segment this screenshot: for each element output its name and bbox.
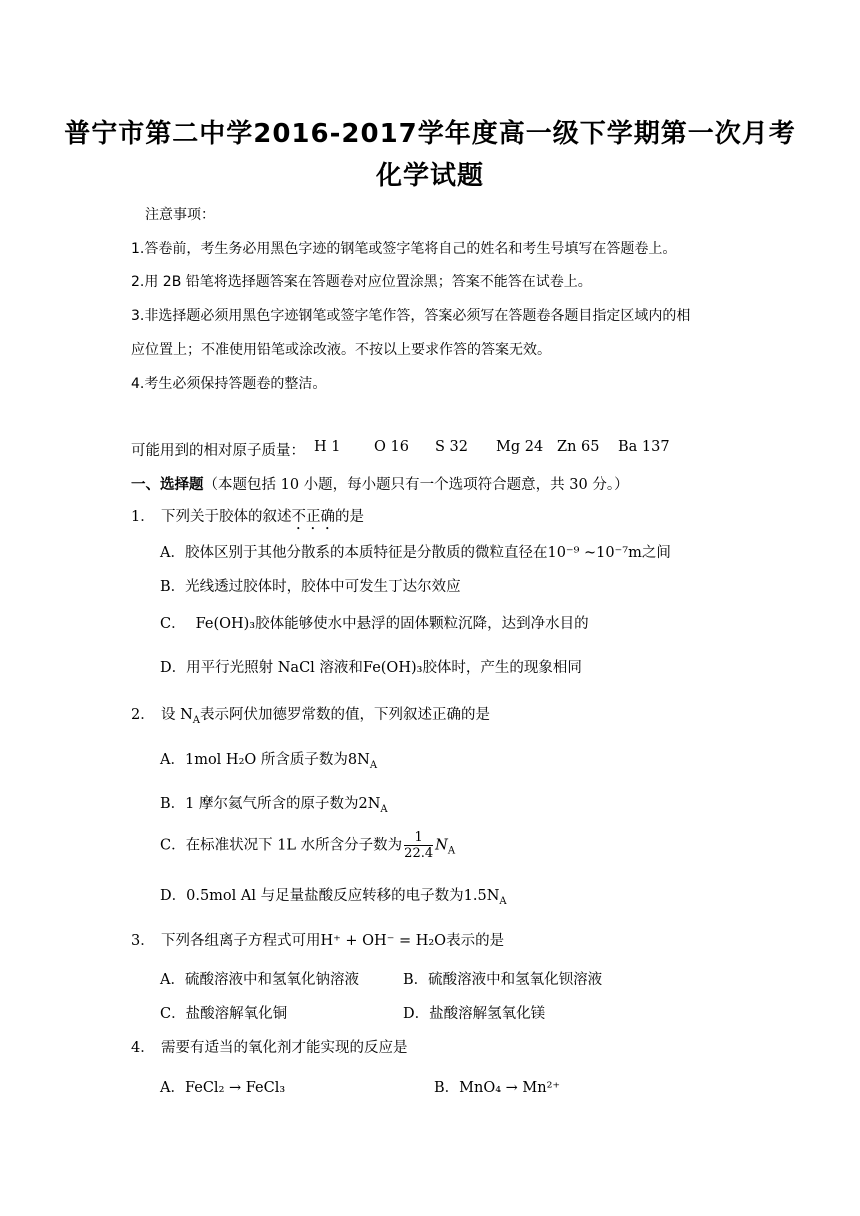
notice-item-4: 4.考生必须保持答题卷的整洁。: [131, 376, 327, 392]
q2-b-text: B．1 摩尔氦气所含的原子数为: [160, 796, 359, 812]
q2-d-value: 1.5N: [463, 888, 500, 904]
q1-a-post: 之间: [641, 545, 671, 561]
section-1-heading: [131, 473, 629, 494]
q3-option-b: B．硫酸溶液中和氢氧化钡溶液: [403, 972, 603, 988]
notice-item-3b: 应位置上；不准使用铅笔或涂改液。不按以上要求作答的答案无效。: [131, 342, 551, 358]
notice-item-1: 1.答卷前，考生务必用黑色字迹的钢笔或签字笔将自己的姓名和考生号填写在答题卷上。: [131, 241, 677, 257]
q1-a-text: A．胶体区别于其他分散系的本质特征是分散质的微粒直径在: [160, 545, 548, 561]
q2-option-c: [160, 830, 455, 861]
q2-a-text: A．1mol H₂O 所含质子数为: [160, 752, 348, 768]
atomic-masses: [131, 439, 670, 460]
q2-c-denominator: 22.4: [404, 846, 434, 861]
q2-stem: [131, 703, 490, 726]
q1-d-text: D．用平行光照射 NaCl 溶液和: [160, 660, 363, 676]
q2-stem-post: 表示阿伏加德罗常数的值，下列叙述正确的是: [200, 707, 491, 723]
q1-c-label: C．: [160, 616, 186, 632]
q4-stem-text: 需要有适当的氧化剂才能实现的反应是: [161, 1040, 408, 1056]
q1-option-c: [160, 612, 589, 633]
q1-stem-pre: 下列关于胶体的叙述: [161, 509, 292, 525]
q4-b-equation: MnO₄ → Mn²⁺: [459, 1080, 561, 1096]
q2-c-text: C．在标准状况下 1L 水所含分子数为: [160, 837, 403, 854]
q3-option-c: C．盐酸溶解氧化铜: [160, 1006, 288, 1022]
q2-d-sub: A: [499, 895, 507, 907]
mass-o: O 16: [374, 439, 409, 455]
q1-option-b: B．光线透过胶体时，胶体中可发生丁达尔效应: [160, 579, 461, 595]
q2-option-d: [160, 884, 507, 907]
q3-number: 3．: [131, 933, 155, 949]
q1-d-post: 胶体时，产生的现象相同: [422, 660, 582, 676]
q2-b-value: 2N: [358, 796, 381, 812]
q1-stem: [131, 505, 364, 533]
q4-option-a: [160, 1076, 285, 1097]
exam-title: 普宁市第二中学2016-2017学年度高一级下学期第一次月考: [64, 119, 796, 149]
q2-c-numerator: 1: [404, 830, 433, 846]
q3-equation: H⁺ + OH⁻ = H₂O: [320, 933, 447, 949]
q4-stem: [131, 1036, 408, 1057]
q2-option-b: [160, 792, 388, 815]
q4-a-label: A．: [160, 1080, 185, 1096]
q4-option-b: [434, 1076, 560, 1097]
mass-s: S 32: [435, 439, 468, 455]
q2-d-text: D．0.5mol Al 与足量盐酸反应转移的电子数为: [160, 888, 464, 904]
mass-zn: Zn 65: [557, 439, 600, 455]
q4-b-label: B．: [434, 1080, 460, 1096]
q1-a-range: 10⁻⁹ ~10⁻⁷m: [547, 545, 642, 561]
q2-stem-pre: 设: [161, 707, 176, 723]
q3-stem: [131, 929, 504, 950]
q2-number: 2．: [131, 707, 155, 723]
q1-c-formula: Fe(OH)₃: [195, 616, 256, 632]
q1-d-formula: Fe(OH)₃: [362, 660, 423, 676]
notice-item-3a: 3.非选择题必须用黑色字迹钢笔或签字笔作答，答案必须写在答题卷各题目指定区域内的相: [131, 308, 691, 324]
q1-option-a: [160, 541, 671, 562]
mass-h: H 1: [314, 439, 341, 455]
notice-heading: 注意事项：: [145, 207, 215, 223]
q2-a-value: 8N: [347, 752, 370, 768]
q1-stem-emphasis: 不正确: [291, 509, 335, 525]
q2-c-fraction: [404, 830, 433, 861]
q1-number: 1．: [131, 509, 155, 525]
exam-subtitle: 化学试题: [375, 161, 484, 191]
q3-stem-pre: 下列各组离子方程式可用: [161, 933, 321, 949]
mass-ba: Ba 137: [618, 439, 670, 455]
q4-number: 4．: [131, 1040, 155, 1056]
mass-mg: Mg 24: [496, 439, 544, 455]
section-title: 一、选择题: [131, 476, 204, 493]
notice-item-2: 2.用 2B 铅笔将选择题答案在答题卷对应位置涂黑；答案不能答在试卷上。: [131, 274, 592, 290]
q2-na-sub: A: [192, 714, 201, 726]
q2-b-sub: A: [380, 803, 388, 815]
q3-option-a: A．硫酸溶液中和氢氧化钠溶液: [160, 972, 359, 988]
q2-option-a: [160, 748, 377, 771]
q1-c-text: 胶体能够使水中悬浮的固体颗粒沉降，达到净水目的: [255, 616, 589, 632]
masses-label: 可能用到的相对原子质量：: [131, 443, 305, 459]
q4-a-equation: FeCl₂ → FeCl₃: [184, 1080, 286, 1096]
section-desc: （本题包括 10 小题，每小题只有一个选项符合题意，共 30 分。）: [203, 477, 629, 493]
q3-stem-post: 表示的是: [446, 933, 505, 949]
q1-option-d: [160, 656, 582, 677]
q2-c-na: N: [435, 837, 448, 854]
q2-c-na-sub: A: [447, 845, 456, 857]
q2-a-sub: A: [369, 759, 378, 771]
q3-option-d: D．盐酸溶解氢氧化镁: [403, 1006, 546, 1022]
q2-na: N: [180, 707, 193, 723]
q1-stem-post: 的是: [335, 509, 364, 525]
